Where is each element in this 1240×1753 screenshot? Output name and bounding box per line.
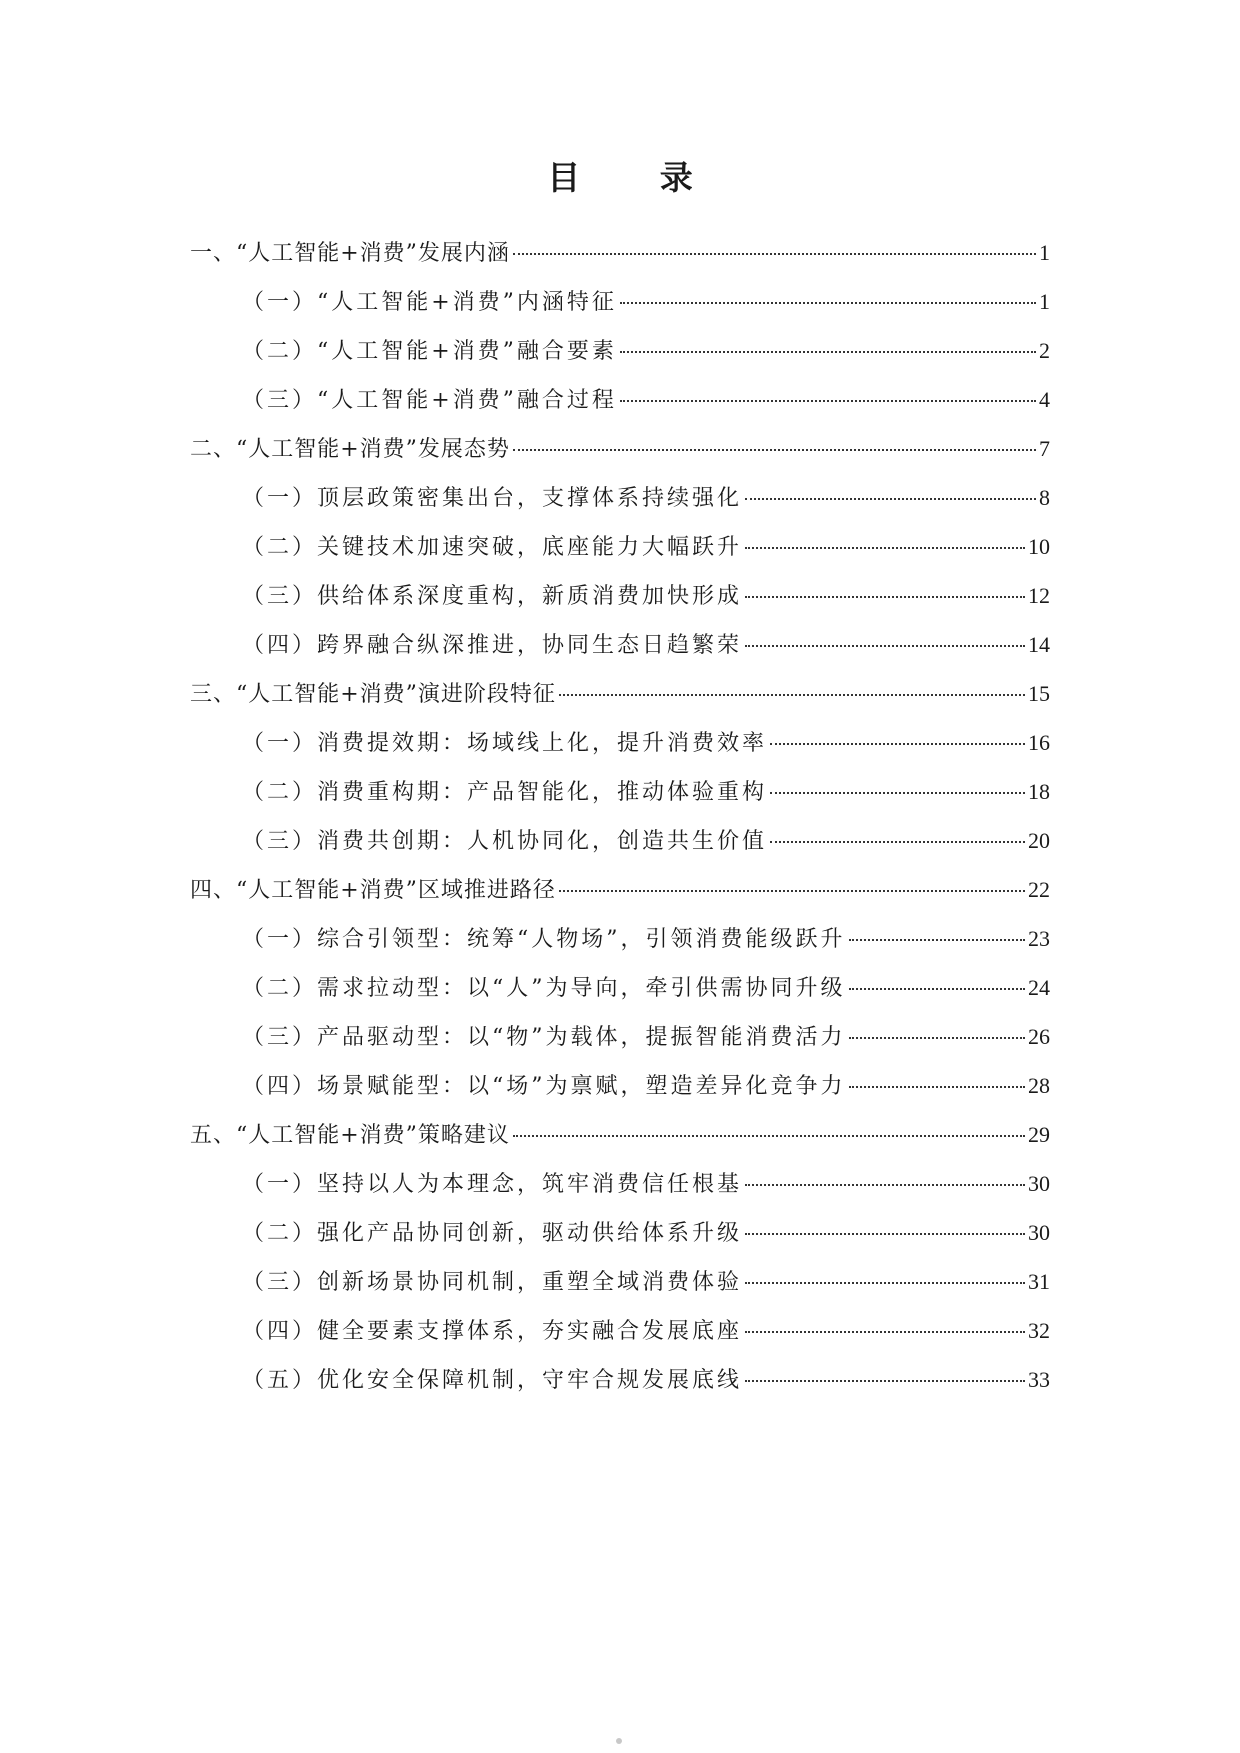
toc-chapter-entry[interactable] (190, 875, 1050, 924)
toc-entry-title: （一）顶层政策密集出台，支撑体系持续强化 (242, 486, 743, 511)
toc-page-number: 16 (1028, 730, 1050, 755)
toc-entry-title: 五、“人工智能+消费”策略建议 (190, 1123, 510, 1148)
toc-dot-leader (559, 694, 1025, 696)
toc-dot-leader (620, 400, 1036, 402)
toc-dot-leader (620, 351, 1036, 353)
toc-section-entry[interactable] (190, 924, 1050, 973)
toc-dot-leader (849, 939, 1026, 941)
toc-page-number: 8 (1039, 485, 1050, 510)
toc-dot-leader (849, 1037, 1026, 1039)
toc-dot-leader (620, 302, 1036, 304)
toc-page-number: 12 (1028, 583, 1050, 608)
toc-entry-title: （一）综合引领型：统筹“人物场”，引领消费能级跃升 (242, 927, 846, 952)
toc-entry-title: 四、“人工智能+消费”区域推进路径 (190, 878, 556, 903)
toc-chapter-entry[interactable] (190, 238, 1050, 287)
toc-chapter-entry[interactable] (190, 1120, 1050, 1169)
toc-dot-leader (849, 1086, 1026, 1088)
toc-section-entry[interactable] (190, 1267, 1050, 1316)
page-title: 目 录 (547, 158, 727, 197)
toc-entry-title: （三）消费共创期：人机协同化，创造共生价值 (242, 829, 768, 854)
toc-dot-leader (745, 1331, 1025, 1333)
toc-page-number: 7 (1039, 436, 1050, 461)
toc-page-number: 10 (1028, 534, 1050, 559)
toc-page-number: 23 (1028, 926, 1050, 951)
toc-dot-leader (559, 890, 1025, 892)
toc-dot-leader (745, 498, 1036, 500)
toc-page-number: 29 (1028, 1122, 1050, 1147)
toc-entry-title: （二）关键技术加速突破，底座能力大幅跃升 (242, 535, 743, 560)
toc-chapter-entry[interactable] (190, 434, 1050, 483)
toc-section-entry[interactable] (190, 1316, 1050, 1365)
toc-dot-leader (745, 1380, 1025, 1382)
toc-entry-title: 二、“人工智能+消费”发展态势 (190, 437, 510, 462)
toc-dot-leader (745, 1282, 1025, 1284)
toc-entry-title: （三）创新场景协同机制，重塑全域消费体验 (242, 1270, 743, 1295)
toc-chapter-entry[interactable] (190, 679, 1050, 728)
toc-section-entry[interactable] (190, 336, 1050, 385)
toc-page-number: 28 (1028, 1073, 1050, 1098)
toc-section-entry[interactable] (190, 287, 1050, 336)
toc-entry-title: （四）场景赋能型：以“场”为禀赋，塑造差异化竞争力 (242, 1074, 846, 1099)
table-of-contents (190, 238, 1050, 1414)
toc-entry-title: （三）产品驱动型：以“物”为载体，提振智能消费活力 (242, 1025, 846, 1050)
toc-page-number: 30 (1028, 1220, 1050, 1245)
toc-page-number: 20 (1028, 828, 1050, 853)
toc-dot-leader (745, 596, 1025, 598)
toc-section-entry[interactable] (190, 728, 1050, 777)
toc-page-number: 2 (1039, 338, 1050, 363)
toc-entry-title: （二）需求拉动型：以“人”为导向，牵引供需协同升级 (242, 976, 846, 1001)
toc-section-entry[interactable] (190, 973, 1050, 1022)
toc-section-entry[interactable] (190, 483, 1050, 532)
toc-entry-title: 三、“人工智能+消费”演进阶段特征 (190, 682, 556, 707)
toc-page-number: 32 (1028, 1318, 1050, 1343)
toc-page-number: 26 (1028, 1024, 1050, 1049)
toc-page-number: 22 (1028, 877, 1050, 902)
toc-section-entry[interactable] (190, 1365, 1050, 1414)
toc-entry-title: （二）消费重构期：产品智能化，推动体验重构 (242, 780, 768, 805)
toc-entry-title: （二）强化产品协同创新，驱动供给体系升级 (242, 1221, 743, 1246)
toc-entry-title: （五）优化安全保障机制，守牢合规发展底线 (242, 1368, 743, 1393)
toc-entry-title: （三）“人工智能+消费”融合过程 (242, 388, 617, 413)
toc-dot-leader (513, 253, 1036, 255)
toc-page-number: 18 (1028, 779, 1050, 804)
toc-section-entry[interactable] (190, 532, 1050, 581)
toc-page-number: 33 (1028, 1367, 1050, 1392)
toc-section-entry[interactable] (190, 630, 1050, 679)
toc-entry-title: （一）“人工智能+消费”内涵特征 (242, 290, 617, 315)
toc-section-entry[interactable] (190, 1071, 1050, 1120)
page-footer-dot (616, 1738, 622, 1744)
toc-dot-leader (745, 645, 1025, 647)
toc-entry-title: （三）供给体系深度重构，新质消费加快形成 (242, 584, 743, 609)
toc-page-number: 1 (1039, 289, 1050, 314)
toc-dot-leader (745, 1184, 1025, 1186)
toc-entry-title: （四）健全要素支撑体系，夯实融合发展底座 (242, 1319, 743, 1344)
toc-section-entry[interactable] (190, 777, 1050, 826)
toc-entry-title: （一）坚持以人为本理念，筑牢消费信任根基 (242, 1172, 743, 1197)
toc-section-entry[interactable] (190, 1022, 1050, 1071)
toc-dot-leader (849, 988, 1026, 990)
toc-dot-leader (513, 1135, 1025, 1137)
toc-dot-leader (745, 1233, 1025, 1235)
toc-dot-leader (770, 792, 1025, 794)
toc-section-entry[interactable] (190, 1169, 1050, 1218)
toc-section-entry[interactable] (190, 826, 1050, 875)
toc-entry-title: （一）消费提效期：场域线上化，提升消费效率 (242, 731, 768, 756)
toc-page-number: 24 (1028, 975, 1050, 1000)
toc-page-number: 31 (1028, 1269, 1050, 1294)
toc-section-entry[interactable] (190, 581, 1050, 630)
toc-page-number: 1 (1039, 240, 1050, 265)
toc-dot-leader (770, 841, 1025, 843)
toc-entry-title: 一、“人工智能+消费”发展内涵 (190, 241, 510, 266)
toc-entry-title: （四）跨界融合纵深推进，协同生态日趋繁荣 (242, 633, 743, 658)
toc-page-number: 15 (1028, 681, 1050, 706)
toc-entry-title: （二）“人工智能+消费”融合要素 (242, 339, 617, 364)
toc-dot-leader (513, 449, 1036, 451)
toc-section-entry[interactable] (190, 1218, 1050, 1267)
toc-section-entry[interactable] (190, 385, 1050, 434)
toc-page-number: 14 (1028, 632, 1050, 657)
toc-dot-leader (770, 743, 1025, 745)
toc-page-number: 30 (1028, 1171, 1050, 1196)
toc-dot-leader (745, 547, 1025, 549)
toc-page-number: 4 (1039, 387, 1050, 412)
